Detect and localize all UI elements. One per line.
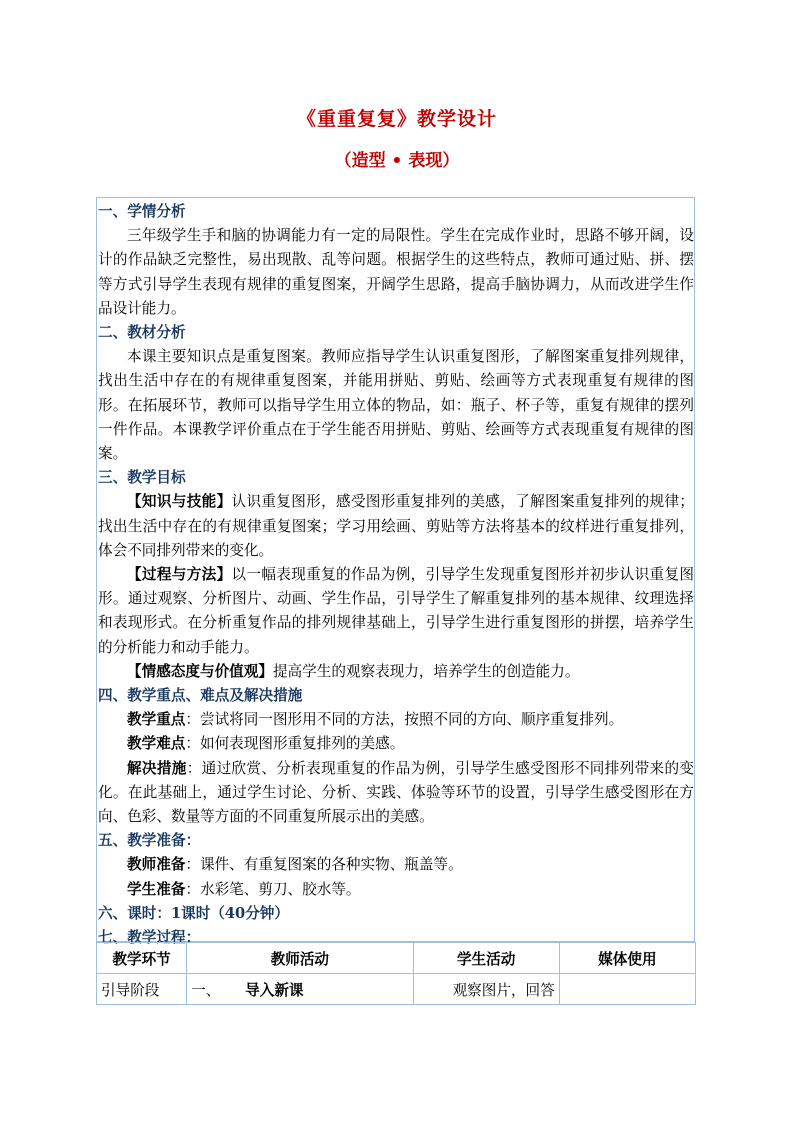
header-media: 媒体使用 (559, 943, 695, 974)
student-preparation (98, 878, 694, 902)
section-heading-6: 六、课时：1课时（40分钟） (98, 904, 289, 922)
section-heading-1: 一、学情分析 (98, 203, 186, 220)
section-1-paragraph: 三年级学生手和脑的协调能力有一定的局限性。学生在完成作业时，思路不够开阔，设计的作品缺乏完整性，易出现散、乱等问题。根据学生的这些特点，教师可通过贴、拼、摆等方式引导学生表现有规律的重复图案，开阔学生思路，提高手脑协调力，从而改进学生作品设计能力。 (98, 227, 694, 317)
goal-attitude (98, 660, 694, 684)
solution (98, 757, 694, 830)
key-point-label: 教学重点 (127, 711, 186, 729)
section-heading-5: 五、教学准备： (98, 832, 201, 850)
section-heading-7: 七、教学过程： (98, 929, 201, 947)
goal-knowledge (98, 490, 694, 563)
goal-process-label: 【过程与方法】 (127, 566, 232, 584)
section-heading-4: 四、教学重点、难点及解决措施 (98, 687, 303, 705)
section-heading-2: 二、教材分析 (98, 324, 186, 342)
table-row (97, 974, 696, 1005)
cell-student-activity: 观察图片，回答 (413, 974, 559, 1005)
header-teacher-activity: 教师活动 (187, 943, 413, 974)
teacher-preparation-text: ：课件、有重复图案的各种实物、瓶盖等。 (185, 856, 463, 874)
solution-text: ：通过欣赏、分析表现重复的作品为例，引导学生感受图形不同排列带来的变化。在此基础上，通过学生讨论、分析、实践、体验等环节的设置，引导学生感受图形在方向、色彩、数量等方面的不同重复所展示出的美感。 (98, 759, 694, 826)
document-title: 《重重复复》教学设计 (296, 108, 497, 130)
table-header-row (97, 943, 696, 974)
student-preparation-label: 学生准备 (127, 880, 186, 898)
document-subtitle: （造型 • 表现） (334, 151, 460, 171)
process-table (96, 942, 696, 1005)
goal-attitude-label: 【情感态度与价值观】 (127, 662, 273, 680)
cell-stage: 引导阶段 (97, 974, 187, 1005)
goal-process (98, 563, 694, 660)
teacher-preparation-label: 教师准备 (127, 856, 186, 874)
difficult-point-label: 教学难点 (127, 735, 186, 753)
cell-teacher-activity (187, 974, 413, 1005)
cell-media (559, 974, 695, 1005)
teacher-activity-number: 一、 (191, 981, 221, 999)
header-student-activity: 学生活动 (413, 943, 559, 974)
goal-process-text: 以一幅表现重复的作品为例，引导学生发现重复图形并初步认识重复图形。通过观察、分析图片、动画、学生作品，引导学生了解重复排列的基本规律、纹理选择和表现形式。在分析重复作品的排列规律基础上，引导学生进行重复图形的拼摆，培养学生的分析能力和动手能力。 (98, 566, 694, 656)
key-point-text: ：尝试将同一图形用不同的方法，按照不同的方向、顺序重复排列。 (185, 711, 624, 729)
header-stage: 教学环节 (97, 943, 187, 974)
difficult-point (98, 732, 694, 756)
goal-knowledge-text: 认识重复图形，感受图形重复排列的美感，了解图案重复排列的规律；找出生活中存在的有规律重复图案；学习用绘画、剪贴等方法将基本的纹样进行重复排列，体会不同排列带来的变化。 (98, 493, 694, 559)
student-preparation-text: ：水彩笔、剪刀、胶水等。 (185, 880, 361, 898)
section-heading-3: 三、教学目标 (98, 469, 186, 487)
teacher-activity-title: 导入新课 (245, 981, 304, 999)
solution-label: 解决措施 (127, 759, 187, 777)
goal-attitude-text: 提高学生的观察表现力，培养学生的创造能力。 (272, 662, 580, 680)
key-point (98, 708, 694, 732)
section-2-paragraph: 本课主要知识点是重复图案。教师应指导学生认识重复图形，了解图案重复排列规律，找出生活中存在的有规律重复图案，并能用拼贴、剪贴、绘画等方式表现重复有规律的图形。在拓展环节，教师可以指导学生用立体的物品，如：瓶子、杯子等，重复有规律的摆列一件作品。本课教学评价重点在于学生能否用拼贴、剪贴、绘画等方式表现重复有规律的图案。 (98, 348, 694, 463)
goal-knowledge-label: 【知识与技能】 (127, 493, 232, 511)
teacher-preparation (98, 853, 694, 877)
document-body (98, 200, 694, 950)
difficult-point-text: ：如何表现图形重复排列的美感。 (185, 735, 405, 753)
